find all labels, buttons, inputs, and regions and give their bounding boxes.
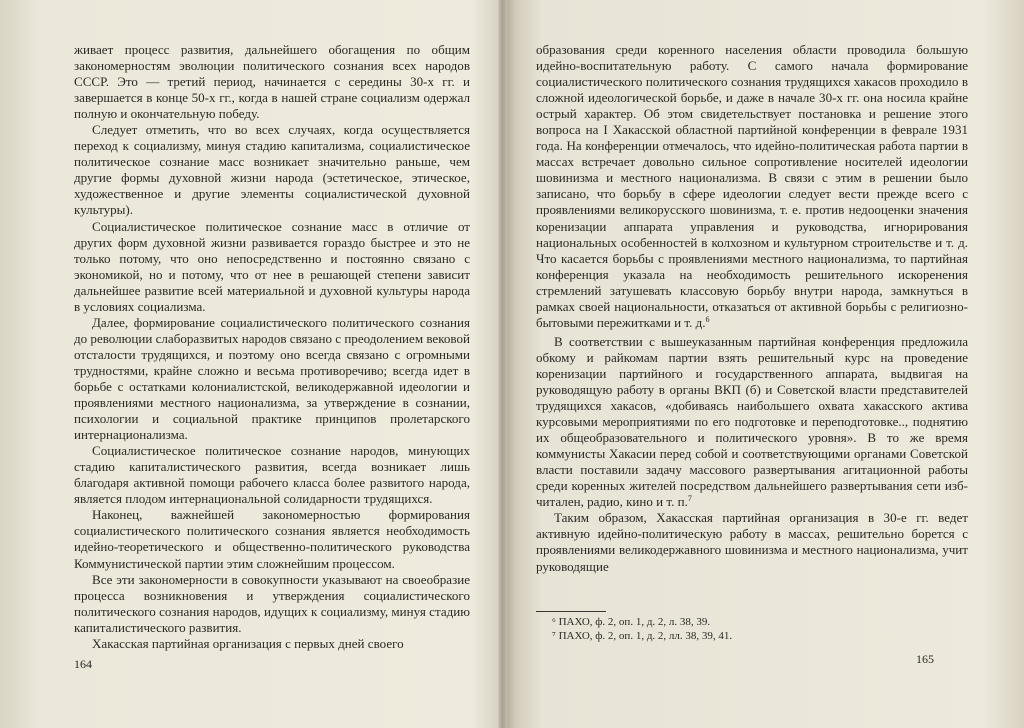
footnote: ⁷ ПАХО, ф. 2, оп. 1, д. 2, лл. 38, 39, 41. [552, 629, 733, 642]
page-number-left: 164 [74, 657, 92, 671]
footnotes [552, 616, 952, 643]
right-page [504, 0, 1024, 728]
paragraph [536, 334, 968, 511]
paragraph: живает процесс развития, дальнейшего обогащения по общим закономерностям эволюции политического сознания всех народов СССР. Это — третий период, начинается с середины 30-х гг. и завершается в конце 50-х гг., когда в нашей стране социализм одержал полную и окончательную победу. [74, 42, 470, 122]
page-number-right: 165 [916, 652, 934, 666]
paragraph: Следует отметить, что во всех случаях, когда осуществляется переход к социализму, минуя стадию капитализма, социалистическое политическое сознание масс возникает значительно раньше, чем другие формы духовной жизни народа (эстетическое, этическое, художественное и другие элементы социалистической духовной культуры). [74, 122, 470, 218]
footnote-rule [536, 611, 606, 612]
paragraph-text: В соответствии с вышеуказанным партийная конференция предложила обкому и райкомам партии взять решительный курс на проведение коренизации партийного и государственного аппарата, выдвигая на руководящую работу в органы ВКП (б) и Советской власти представителей трудящихся хакасов, «добиваясь наибольшего охвата хакасского актива курсовыми мероприятиями по его подготовке и переподготовке.., поднятию их общеобразовательного и политического уровня». В то же время коммунисты Хакасии перед собой и соответствующими органами Советской власти поставили задачу массового развертывания агитационной работы среди коренных жителей посредством дальнейшего развертывания сети изб-читален, радио, кино и т. п. [536, 333, 968, 510]
right-page-text [536, 42, 968, 575]
paragraph: Социалистическое политическое сознание народов, минующих стадию капиталистического развития, всегда возникает лишь благодаря активной помощи рабочего класса более развитого народа, является плодом интернациональной солидарности трудящихся. [74, 443, 470, 507]
paragraph: Социалистическое политическое сознание масс в отличие от других форм духовной жизни развивается гораздо быстрее и это не только потому, что оно непосредственно и постоянно связано с экономикой, но и потому, что от нее в решающей степени зависит дальнейшее развитие всей материальной и духовной культуры народа в условиях социализма. [74, 218, 470, 314]
paragraph-text: образования среди коренного населения области проводила большую идейно-воспитательную работу. С самого начала формирование социалистического политического сознания трудящихся хакасов проходило в сложной идеологической борьбе, и даже в начале 30-х гг. она носила крайне острый характер. Об этом свидетельствует постановка и решение этого вопроса на I Хакасской областной партийной конференции в феврале 1931 года. На конференции отмечалось, что идейно-политическая работа партии в массах встречает довольно сильное сопротивление носителей идеологии шовинизма и местного национализма. В связи с этим в решении было записано, что борьбу в сфере идеологии следует вести прежде всего с проявлениями великорусского шовинизма, т. е. против недооценки значения коренизации аппарата управления и руководства, игнорирования национальных особенностей в колхозном и культурном строительстве и т. д. Что касается борьбы с проявлениями местного национализма, то партийная конференция указала на необходимость решительного искоренения стремлений затушевать классовую борьбу внутри народа, замкнуться в рамках своей национальности, отказаться от активной борьбы с религиозно-бытовыми пережитками и т. д. [536, 42, 968, 330]
left-page [0, 0, 500, 728]
footnote-ref: 6 [705, 314, 710, 324]
footnote-ref: 7 [687, 494, 692, 504]
paragraph [536, 510, 968, 574]
paragraph-text: Таким образом, Хакасская партийная организация в 30-е гг. ведет активную идейно-политическую работу в массах, решительно борется с проявлениями великодержавного шовинизма и местного национализма, учит руководящие [536, 510, 968, 574]
paragraph: Далее, формирование социалистического политического сознания до революции слаборазвитых народов связано с преодолением вековой отсталости трудящихся, и поэтому оно всегда связано с огромными трудностями, крайне сложно и весьма противоречиво; всегда идет в борьбе с остатками колониалистской, великодержавной идеологии и проявлениями местного национализма, за утверждение в сознании, психологии и социальной практике принципов пролетарского интернационализма. [74, 314, 470, 443]
left-page-text [74, 42, 470, 652]
footnote: ⁶ ПАХО, ф. 2, оп. 1, д. 2, л. 38, 39. [552, 616, 711, 628]
paragraph: Наконец, важнейшей закономерностью формирования социалистического политического сознания является необходимость идейно-теоретического и общественно-политического руководства Коммунистической партии этим сложнейшим процессом. [74, 507, 470, 571]
paragraph: Все эти закономерности в совокупности указывают на своеобразие процесса возникновения и утверждения социалистического политического сознания народов, идущих к социализму, минуя стадию капиталистического развития. [74, 571, 470, 635]
paragraph [536, 42, 968, 331]
paragraph: Хакасская партийная организация с первых дней своего [92, 635, 404, 651]
